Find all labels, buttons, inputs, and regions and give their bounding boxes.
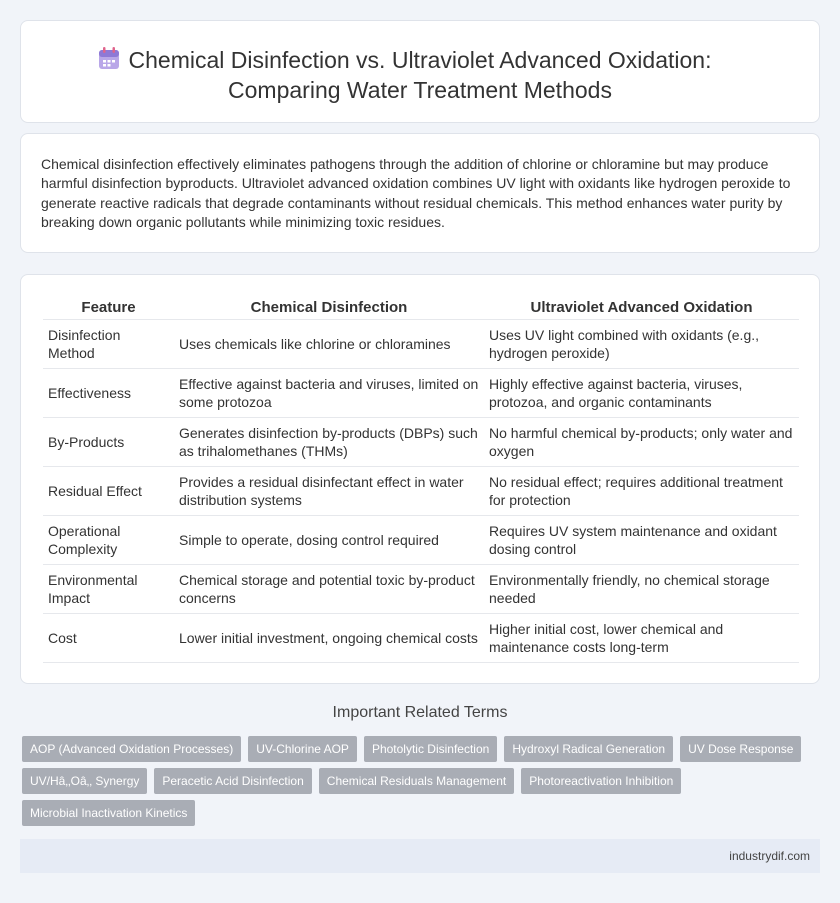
table-row [43,369,799,418]
row-uv: Uses UV light combined with oxidants (e.g., hydrogen peroxide) [484,320,799,369]
row-chemical: Chemical storage and potential toxic by-product concerns [174,565,484,614]
row-chemical: Effective against bacteria and viruses, limited on some protozoa [174,369,484,418]
row-feature: Effectiveness [43,369,174,418]
related-terms-heading: Important Related Terms [332,704,508,721]
table-header-row [43,295,799,320]
related-terms-list [22,736,802,826]
row-uv: Highly effective against bacteria, viruses, protozoa, and organic contaminants [484,369,799,418]
page-title [21,45,819,105]
tag-link[interactable]: Photoreactivation Inhibition [521,768,681,794]
row-chemical: Uses chemicals like chlorine or chloramines [174,320,484,369]
table-row [43,516,799,565]
comparison-card [20,274,820,684]
comparison-table [43,295,799,663]
table-row [43,614,799,663]
tag-link[interactable]: Peracetic Acid Disinfection [154,768,311,794]
header-uv: Ultraviolet Advanced Oxidation [484,295,799,320]
header-card [20,20,820,123]
row-chemical: Provides a residual disinfectant effect in water distribution systems [174,467,484,516]
tag-link[interactable]: Microbial Inactivation Kinetics [22,800,195,826]
table-row [43,467,799,516]
row-uv: No residual effect; requires additional treatment for protection [484,467,799,516]
row-feature: By-Products [43,418,174,467]
row-feature: Environmental Impact [43,565,174,614]
table-row [43,320,799,369]
row-uv: Higher initial cost, lower chemical and maintenance costs long-term [484,614,799,663]
intro-card [20,133,820,253]
tag-link[interactable]: Hydroxyl Radical Generation [504,736,673,762]
row-feature: Operational Complexity [43,516,174,565]
row-uv: Requires UV system maintenance and oxidant dosing control [484,516,799,565]
tag-link[interactable]: Chemical Residuals Management [319,768,514,794]
title-line-2: Comparing Water Treatment Methods [228,77,612,103]
title-line-1: Chemical Disinfection vs. Ultraviolet Advanced Oxidation: [128,47,712,73]
row-chemical: Generates disinfection by-products (DBPs) such as trihalomethanes (THMs) [174,418,484,467]
row-chemical: Lower initial investment, ongoing chemical costs [174,614,484,663]
row-uv: Environmentally friendly, no chemical storage needed [484,565,799,614]
tag-link[interactable]: AOP (Advanced Oxidation Processes) [22,736,241,762]
tag-link[interactable]: UV Dose Response [680,736,801,762]
footer-site-link[interactable]: industrydif.com [729,849,810,863]
intro-paragraph: Chemical disinfection effectively eliminates pathogens through the addition of chlorine or chloramine but may produce harmful disinfection byproducts. Ultraviolet advanced oxidation combines UV light with oxidants like hydrogen peroxide to generate reactive radicals that degrade contaminants without residual chemicals. This method enhances water purity by breaking down organic pollutants while minimizing toxic residues. [41,156,791,231]
table-row [43,565,799,614]
footer [20,839,820,873]
header-chemical: Chemical Disinfection [174,295,484,320]
row-feature: Disinfection Method [43,320,174,369]
tag-link[interactable]: Photolytic Disinfection [364,736,497,762]
table-row [43,418,799,467]
row-uv: No harmful chemical by-products; only water and oxygen [484,418,799,467]
row-feature: Cost [43,614,174,663]
tag-link[interactable]: UV-Chlorine AOP [248,736,357,762]
row-feature: Residual Effect [43,467,174,516]
tag-link[interactable]: UV/Hâ‚‚Oâ‚‚ Synergy [22,768,147,794]
header-feature: Feature [43,295,174,320]
row-chemical: Simple to operate, dosing control required [174,516,484,565]
